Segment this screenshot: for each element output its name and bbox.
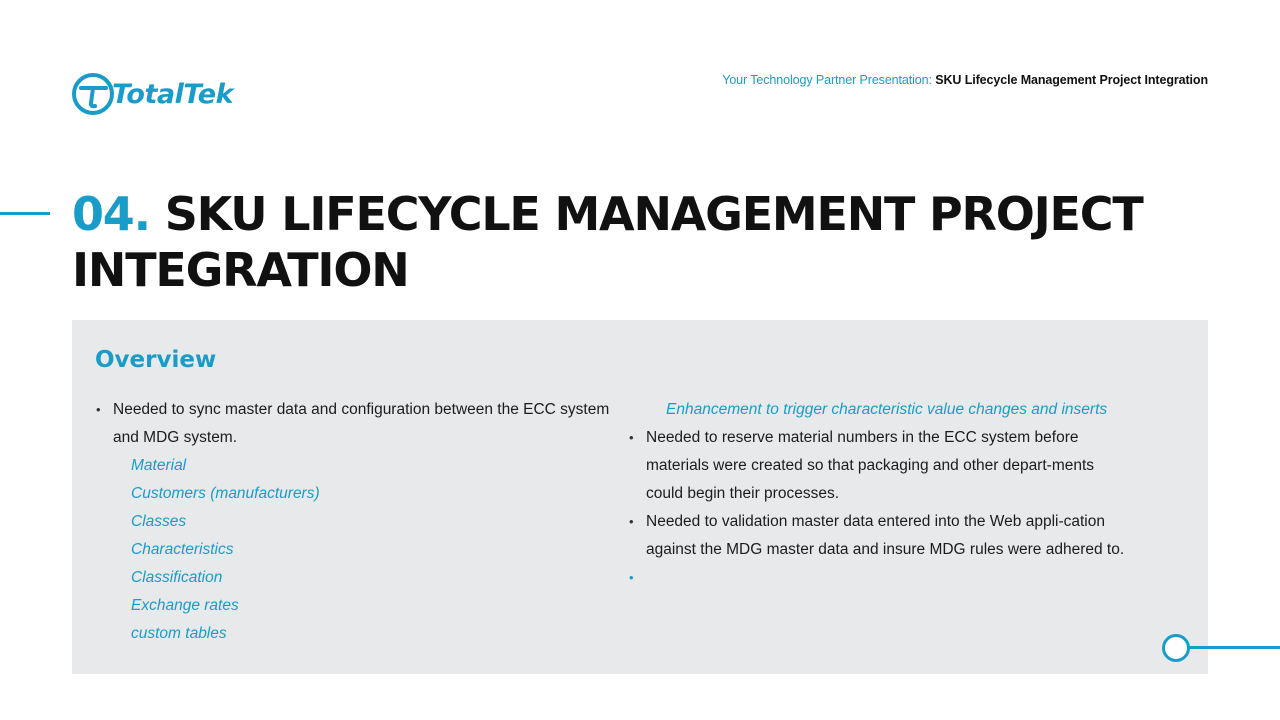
sub-item-exchange-rates: Exchange rates xyxy=(131,597,239,614)
overview-right-column xyxy=(628,396,1128,592)
left-accent-line xyxy=(0,212,50,215)
bullet-item: • Needed to validation master data entered into the Web appli-cation against the MDG master data and insure MDG rules were adhered to. xyxy=(628,508,1128,564)
slide-number: 04. xyxy=(72,187,150,241)
sub-item-classes: Classes xyxy=(131,513,187,530)
sub-item-classification: Classification xyxy=(131,569,223,586)
brand-name: TotalTek xyxy=(112,78,234,110)
bullet-item: • Needed to sync master data and configuration between the ECC system and MDG system. xyxy=(95,396,615,452)
totaltek-t-circle-icon xyxy=(70,71,116,117)
empty-bullet-item xyxy=(628,564,1128,592)
header-prefix: Your Technology Partner Presentation: xyxy=(722,73,932,87)
brand-logo xyxy=(70,70,233,118)
sub-item-enhancement: Enhancement to trigger characteristic value changes and inserts xyxy=(666,401,1108,418)
overview-left-column xyxy=(95,396,615,648)
accent-circle-icon xyxy=(1162,634,1190,662)
slide-title xyxy=(72,186,1212,298)
overview-panel xyxy=(72,320,1208,674)
bullet-item: • Needed to reserve material numbers in the ECC system before materials were created so that packaging and other depart-ments could begin their processes. xyxy=(628,424,1128,508)
slide-title-text: SKU LIFECYCLE MANAGEMENT PROJECT INTEGRATION xyxy=(72,187,1143,297)
sub-item-customers: Customers (manufacturers) xyxy=(131,485,320,502)
header-title: SKU Lifecycle Management Project Integration xyxy=(935,73,1208,87)
overview-heading: Overview xyxy=(95,347,217,373)
sub-item-custom-tables: custom tables xyxy=(131,625,227,642)
sub-item-material: Material xyxy=(131,457,187,474)
presentation-header xyxy=(722,73,1208,87)
sub-item-characteristics: Characteristics xyxy=(131,541,234,558)
right-accent-line xyxy=(1188,646,1280,649)
